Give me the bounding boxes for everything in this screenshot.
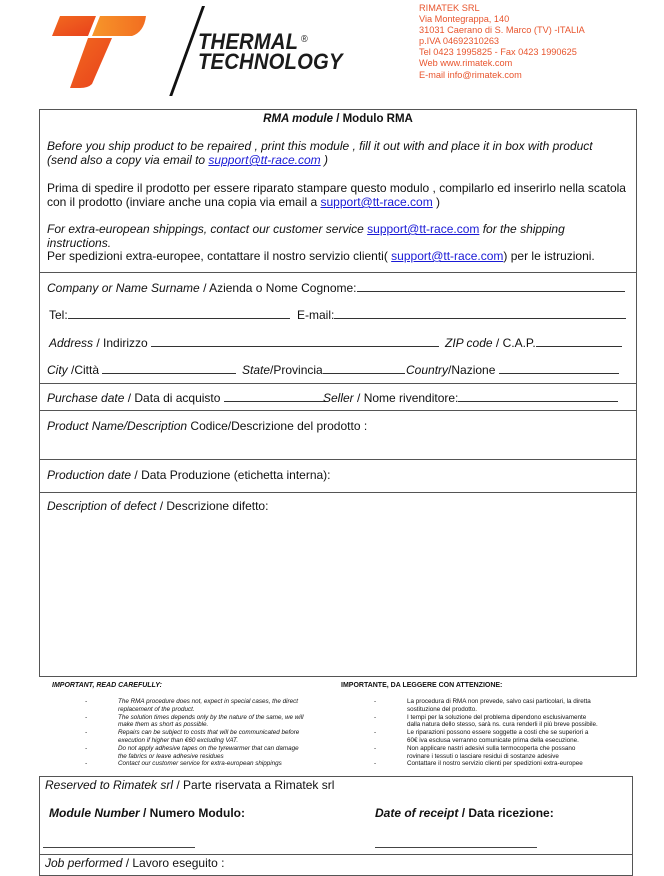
note-line: execution if higher than €60 excluding VAT.	[118, 736, 239, 744]
module-number-label	[49, 806, 245, 820]
defect-description-field[interactable]	[47, 499, 268, 513]
note-line: Contact our customer service for extra-european shippings	[118, 760, 282, 768]
defect-label-en: Description of defect	[47, 499, 157, 513]
email-label: E-mail:	[297, 308, 335, 322]
brand-line-1: THERMAL	[198, 29, 299, 54]
note-line: La procedura di RMA non prevede, salvo casi particolari, la diretta	[407, 698, 591, 705]
state-field[interactable]	[242, 363, 405, 377]
address-label-it: / Indirizzo	[93, 336, 148, 350]
note-item	[85, 729, 348, 745]
notes-en-list	[85, 698, 348, 768]
company-vat: p.IVA 04692310263	[419, 36, 500, 47]
form-title	[40, 113, 636, 125]
brand-wordmark	[198, 29, 343, 74]
receipt-label-en: Date of receipt	[375, 806, 459, 820]
zip-label-it: / C.A.P.	[492, 336, 536, 350]
city-blank[interactable]	[102, 363, 236, 374]
company-logo	[48, 6, 343, 88]
brand-line-2: TECHNOLOGY	[198, 49, 343, 74]
note-line: dalla natura dello stesso, sarà ns. cura renderli il più breve possibile.	[407, 721, 598, 729]
production-label-en: Production date	[47, 468, 132, 482]
company-email[interactable]: E-mail info@rimatek.com	[419, 69, 522, 80]
city-label-it: /Città	[67, 363, 100, 377]
module-number-label-it: / Numero Modulo:	[139, 806, 245, 820]
seller-label-it: / Nome rivenditore:	[353, 391, 459, 405]
note-bullet-dash: -	[85, 713, 88, 721]
note-bullet-dash: -	[374, 744, 377, 752]
divider	[40, 854, 632, 855]
support-email-link[interactable]: support@tt-race.com	[391, 249, 504, 263]
company-label-it: / Azienda o Nome Cognome:	[199, 281, 357, 295]
country-label-it: /Nazione	[448, 363, 496, 377]
note-item	[374, 698, 657, 714]
reserved-section	[39, 776, 633, 876]
purchase-date-label-en: Purchase date	[47, 391, 125, 405]
note-line: Non applicare nastri adesivi sulla termocoperta che possano	[407, 744, 576, 752]
support-email-link[interactable]: support@tt-race.com	[208, 153, 321, 167]
country-blank[interactable]	[499, 363, 619, 374]
tel-field[interactable]	[49, 308, 290, 322]
note-line: Do not apply adhesive tapes on the tyrewarmer that can damage	[118, 744, 299, 752]
intro-it-line2-end: )	[432, 195, 441, 209]
intro-en-line1: Before you ship product to be repaired , print this module , fill it out with and place it in box with product	[47, 139, 593, 153]
intro-it-line2-text: con il prodotto (inviare anche una copia via email a	[47, 195, 321, 209]
company-name: RIMATEK SRL	[419, 3, 480, 13]
note-item	[374, 744, 657, 761]
extra-it-end: ) per le istruzioni.	[503, 249, 595, 263]
email-field[interactable]	[297, 308, 626, 322]
note-line: I tempi per la soluzione del problema dipendono esclusivamente	[407, 713, 587, 721]
note-item	[85, 713, 348, 730]
zip-label-en: ZIP code	[445, 336, 493, 350]
divider	[40, 383, 636, 384]
company-label-en: Company or Name Surname	[47, 281, 200, 295]
intro-en-line2-text: (send also a copy via email to	[47, 153, 209, 167]
divider	[40, 459, 636, 460]
rma-form	[39, 109, 637, 677]
note-item	[85, 744, 348, 761]
form-title-en: RMA module	[263, 113, 333, 125]
intro-it-line1: Prima di spedire il prodotto per essere riparato stampare questo modulo , compilarlo ed inserirlo nella scatola	[47, 181, 626, 195]
note-bullet-dash: -	[85, 729, 88, 737]
job-performed-field[interactable]	[45, 856, 224, 870]
note-item	[85, 760, 348, 768]
purchase-date-blank[interactable]	[224, 391, 326, 402]
purchase-date-field[interactable]	[47, 391, 326, 405]
intro-en-line2-end: )	[320, 153, 328, 167]
note-line: replacement of the product.	[118, 705, 195, 713]
date-of-receipt-blank[interactable]	[375, 847, 537, 848]
note-line: 60€ iva esclusa verranno comunicate prima della esecuzione.	[407, 736, 579, 744]
note-line: the fabrics or leave adhesive residues	[118, 752, 224, 760]
module-number-label-en: Module Number	[49, 806, 140, 820]
reserved-title	[45, 778, 334, 792]
product-label-it: Codice/Descrizione del prodotto :	[187, 419, 368, 433]
defect-label-it: / Descrizione difetto:	[156, 499, 269, 513]
state-blank[interactable]	[323, 363, 405, 374]
notes-en-title: IMPORTANT, READ CAREFULLY:	[52, 682, 162, 689]
note-line: Repairs can be subject to costs that will be communicated before	[118, 729, 300, 737]
extra-en-text: For extra-european shippings, contact our customer service	[47, 222, 368, 236]
divider	[40, 272, 636, 273]
purchase-date-label-it: / Data di acquisto	[124, 391, 221, 405]
company-city: 31031 Caerano di S. Marco (TV) -ITALIA	[419, 25, 585, 36]
note-bullet-dash: -	[85, 744, 88, 752]
note-line: Contattare il nostro servizio clienti per spedizioni extra-europee	[407, 760, 583, 768]
note-bullet-dash: -	[374, 698, 377, 705]
extra-en-line2: instructions.	[47, 236, 112, 250]
form-title-separator: /	[333, 113, 343, 125]
note-line: The solution times depends only by the nature of the same, we will	[118, 713, 304, 721]
receipt-label-it: / Data ricezione:	[458, 806, 554, 820]
zip-field[interactable]	[445, 336, 622, 350]
seller-blank[interactable]	[458, 391, 618, 402]
divider	[40, 492, 636, 493]
note-line: rovinare i tessuti o lasciare residui di sostanze adesive	[407, 752, 559, 760]
company-name-blank[interactable]	[357, 281, 625, 292]
note-line: sostituzione del prodotto.	[407, 705, 478, 713]
notes-it-list	[374, 698, 657, 768]
reserved-label-en: Reserved to Rimatek srl	[45, 778, 177, 792]
note-line: Le riparazioni possono essere soggette a costi che se superiori a	[407, 729, 589, 737]
reserved-label-it: / Parte riservata a Rimatek srl	[176, 778, 335, 792]
extra-it-line	[47, 249, 595, 263]
module-number-blank[interactable]	[43, 847, 195, 848]
product-label-en: Product Name/Description	[47, 419, 188, 433]
intro-en-line2	[47, 153, 328, 167]
registered-mark: ®	[300, 34, 308, 45]
extra-en-end: for the shipping	[479, 222, 565, 236]
company-web[interactable]: Web www.rimatek.com	[419, 58, 513, 69]
form-title-it: Modulo RMA	[342, 113, 413, 125]
company-info	[419, 3, 585, 81]
company-street: Via Montegrappa, 140	[419, 14, 510, 25]
note-line: The RMA procedure does not, expect in special cases, the direct	[118, 698, 299, 705]
thermal-technology-t-logo-icon	[48, 10, 158, 90]
country-field[interactable]	[406, 363, 619, 377]
divider	[40, 410, 636, 411]
seller-label-en: Seller	[323, 391, 354, 405]
note-bullet-dash: -	[374, 713, 377, 721]
production-date-field[interactable]	[47, 468, 331, 482]
job-label-en: Job performed	[45, 856, 123, 870]
note-bullet-dash: -	[85, 760, 88, 768]
city-label-en: City	[47, 363, 68, 377]
city-field[interactable]	[47, 363, 236, 377]
note-item	[85, 698, 348, 714]
company-phone: Tel 0423 1995825 - Fax 0423 1990625	[419, 47, 577, 58]
extra-en-line1	[47, 222, 565, 236]
note-item	[374, 760, 657, 768]
tel-blank[interactable]	[68, 308, 290, 319]
seller-field[interactable]	[323, 391, 618, 405]
zip-blank[interactable]	[536, 336, 622, 347]
tel-label: Tel:	[49, 308, 68, 322]
address-blank[interactable]	[151, 336, 439, 347]
company-name-field[interactable]	[47, 281, 625, 295]
date-of-receipt-label	[375, 806, 554, 820]
notes-it-title: IMPORTANTE, DA LEGGERE CON ATTENZIONE:	[341, 682, 503, 689]
product-description-field[interactable]	[47, 419, 367, 433]
note-bullet-dash: -	[374, 760, 377, 768]
note-bullet-dash: -	[85, 698, 88, 705]
support-email-link[interactable]: support@tt-race.com	[320, 195, 433, 209]
support-email-link[interactable]: support@tt-race.com	[367, 222, 480, 236]
extra-it-text: Per spedizioni extra-europee, contattare il nostro servizio clienti(	[47, 249, 392, 263]
job-label-it: / Lavoro eseguito :	[122, 856, 225, 870]
address-field[interactable]	[49, 336, 439, 350]
note-item	[374, 729, 657, 745]
note-item	[374, 713, 657, 730]
email-blank[interactable]	[334, 308, 626, 319]
state-label-it: /Provincia	[270, 363, 323, 377]
country-label-en: Country	[406, 363, 449, 377]
state-label-en: State	[242, 363, 271, 377]
production-label-it: / Data Produzione (etichetta interna):	[131, 468, 331, 482]
note-line: make them as short as possible.	[118, 721, 209, 729]
intro-it-line2	[47, 195, 440, 209]
address-label-en: Address	[49, 336, 94, 350]
note-bullet-dash: -	[374, 729, 377, 737]
